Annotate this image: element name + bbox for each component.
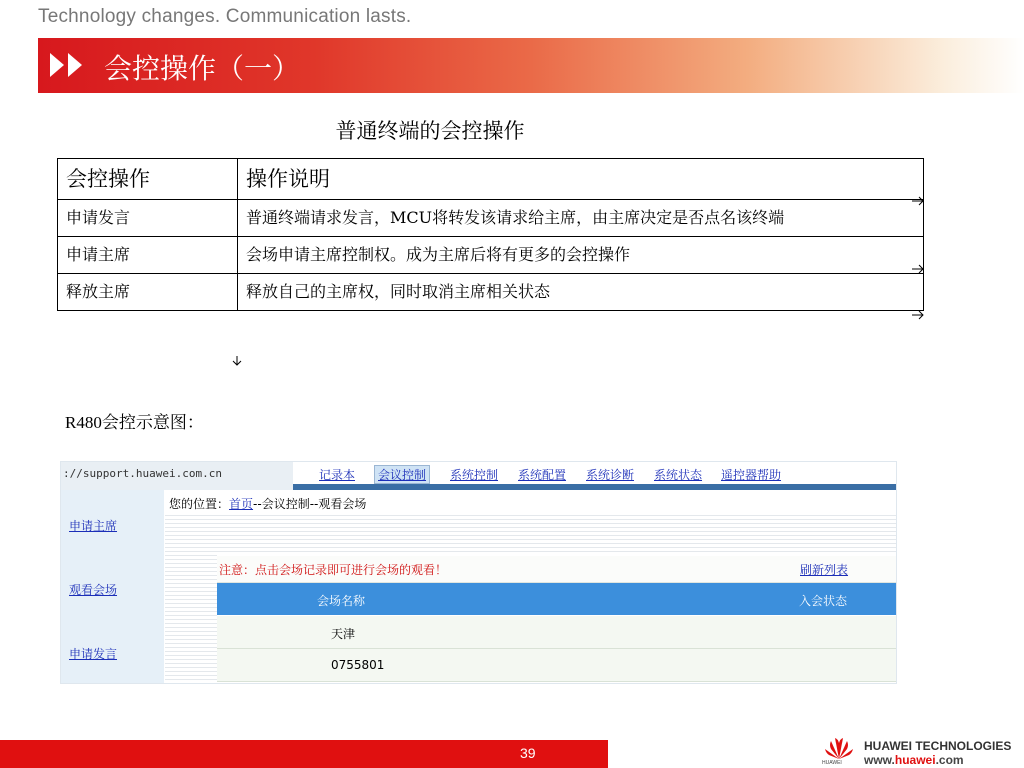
page-number: 39 (520, 745, 536, 761)
notice-bar (217, 556, 896, 583)
sidebar-item-request-chair[interactable]: 申请主席 (69, 519, 118, 533)
sidebar-item-request-speak[interactable]: 申请发言 (69, 647, 118, 661)
operation-description: 会场申请主席控制权。成为主席后将有更多的会控操作 (238, 237, 924, 274)
divider-stripes (165, 552, 217, 683)
nav-conference-control[interactable]: 会议控制 (374, 465, 430, 484)
r480-screenshot (60, 461, 897, 684)
website-suffix: .com (935, 753, 964, 767)
double-play-icon (48, 51, 88, 79)
website-prefix: www. (864, 753, 895, 767)
breadcrumb-path: --会议控制--观看会场 (253, 497, 367, 511)
refresh-list-link[interactable]: 刷新列表 (800, 563, 849, 577)
arrow-right-icon (912, 310, 924, 320)
header-cell: 操作说明 (238, 159, 924, 200)
column-header-join-status: 入会状态 (799, 594, 848, 608)
site-name: 0755801 (331, 658, 385, 672)
operation-name: 释放主席 (58, 274, 238, 311)
nav-underline (293, 484, 896, 490)
footer-bar (0, 740, 608, 768)
operation-description: 释放自己的主席权，同时取消主席相关状态 (238, 274, 924, 311)
notice-text: 注意：点击会场记录即可进行会场的观看！ (219, 563, 448, 577)
address-text: ://support.huawei.com.cn (63, 467, 222, 480)
operations-table (57, 158, 924, 311)
sidebar (61, 490, 164, 683)
arrow-right-icon (912, 264, 924, 274)
table-header-row (58, 159, 924, 200)
table-row[interactable] (217, 649, 896, 682)
nav-system-control[interactable]: 系统控制 (450, 468, 499, 482)
diagram-label: R480会控示意图： (65, 413, 204, 432)
site-table-header (217, 583, 896, 615)
arrow-right-icon (912, 196, 924, 206)
table-row (58, 237, 924, 274)
table-row (58, 200, 924, 237)
nav-notebook[interactable]: 记录本 (319, 468, 356, 482)
breadcrumb-prefix: 您的位置： (169, 497, 230, 511)
breadcrumb-home-link[interactable]: 首页 (229, 497, 254, 511)
tagline: Technology changes. Communication lasts. (38, 6, 412, 27)
website-link[interactable] (864, 753, 964, 767)
breadcrumb (169, 495, 366, 512)
logo-wordmark: HUAWEI (822, 760, 842, 766)
nav-system-diagnosis[interactable]: 系统诊断 (586, 468, 635, 482)
nav-system-status[interactable]: 系统状态 (654, 468, 703, 482)
column-header-site-name: 会场名称 (317, 594, 366, 608)
divider-stripes (165, 512, 896, 552)
sidebar-item-view-site[interactable]: 观看会场 (69, 583, 118, 597)
operation-description: 普通终端请求发言，MCU将转发该请求给主席，由主席决定是否点名该终端 (238, 200, 924, 237)
nav-system-config[interactable]: 系统配置 (518, 468, 567, 482)
brand-name: HUAWEI TECHNOLOGIES (864, 739, 1012, 753)
title-banner (38, 38, 1024, 93)
nav-remote-help[interactable]: 遥控器帮助 (721, 468, 782, 482)
table-subtitle: 普通终端的会控操作 (335, 119, 525, 143)
slide-title: 会控操作（一） (104, 52, 301, 85)
table-row[interactable] (217, 616, 896, 649)
website-name: huawei (894, 753, 936, 767)
table-row (58, 274, 924, 311)
operation-name: 申请主席 (58, 237, 238, 274)
operation-name: 申请发言 (58, 200, 238, 237)
header-cell: 会控操作 (58, 159, 238, 200)
arrow-down-icon (232, 356, 242, 366)
site-name: 天津 (331, 627, 356, 641)
